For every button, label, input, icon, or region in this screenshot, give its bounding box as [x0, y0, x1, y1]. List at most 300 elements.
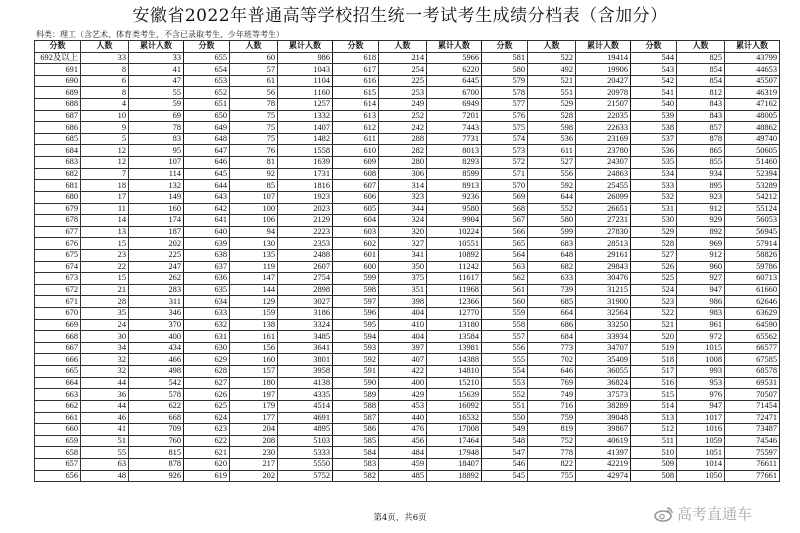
- count-cell: 843: [677, 110, 725, 122]
- count-cell: 397: [379, 342, 427, 354]
- table-row: [35, 122, 780, 134]
- column-header: 人数: [677, 41, 725, 53]
- score-cell: 555: [482, 354, 528, 366]
- table-row: [35, 447, 780, 459]
- count-cell: 1059: [677, 435, 725, 447]
- count-cell: 375: [379, 273, 427, 285]
- count-cell: 129: [230, 296, 278, 308]
- score-cell: 685: [35, 133, 81, 145]
- cumulative-cell: 31900: [576, 296, 631, 308]
- cumulative-cell: 9904: [427, 215, 482, 227]
- cumulative-cell: 12366: [427, 296, 482, 308]
- count-cell: 8: [81, 87, 129, 99]
- count-cell: 702: [528, 354, 576, 366]
- score-cell: 650: [184, 110, 230, 122]
- score-cell: 524: [631, 284, 677, 296]
- score-cell: 535: [631, 157, 677, 169]
- score-cell: 622: [184, 435, 230, 447]
- score-cell: 546: [482, 458, 528, 470]
- count-cell: 10: [81, 110, 129, 122]
- count-cell: 81: [230, 157, 278, 169]
- score-cell: 657: [35, 458, 81, 470]
- score-cell: 556: [482, 342, 528, 354]
- score-cell: 529: [631, 226, 677, 238]
- count-cell: 556: [528, 168, 576, 180]
- cumulative-cell: 1043: [278, 64, 333, 76]
- cumulative-cell: 7731: [427, 133, 482, 145]
- score-cell: 636: [184, 273, 230, 285]
- score-cell: 539: [631, 110, 677, 122]
- table-row: [35, 331, 780, 343]
- cumulative-cell: 3485: [278, 331, 333, 343]
- count-cell: 12: [81, 145, 129, 157]
- count-cell: 18: [81, 180, 129, 192]
- cumulative-cell: 9580: [427, 203, 482, 215]
- score-cell: 578: [482, 87, 528, 99]
- score-cell: 564: [482, 249, 528, 261]
- cumulative-cell: 5550: [278, 458, 333, 470]
- score-cell: 615: [333, 87, 379, 99]
- score-cell: 614: [333, 99, 379, 111]
- cumulative-cell: 2023: [278, 203, 333, 215]
- score-cell: 547: [482, 447, 528, 459]
- score-cell: 528: [631, 238, 677, 250]
- count-cell: 8: [81, 64, 129, 76]
- cumulative-cell: 63629: [725, 308, 780, 320]
- count-cell: 41: [81, 424, 129, 436]
- count-cell: 249: [379, 99, 427, 111]
- score-cell: 678: [35, 215, 81, 227]
- cumulative-cell: 20978: [576, 87, 631, 99]
- cumulative-cell: 311: [129, 296, 184, 308]
- cumulative-cell: 4691: [278, 412, 333, 424]
- count-cell: 78: [230, 99, 278, 111]
- cumulative-cell: 1639: [278, 157, 333, 169]
- score-cell: 531: [631, 203, 677, 215]
- column-header: 累计人数: [427, 41, 482, 53]
- score-cell: 683: [35, 157, 81, 169]
- cumulative-cell: 400: [129, 331, 184, 343]
- score-cell: 523: [631, 296, 677, 308]
- count-cell: 983: [677, 308, 725, 320]
- count-cell: 528: [528, 110, 576, 122]
- score-cell: 668: [35, 331, 81, 343]
- count-cell: 179: [230, 400, 278, 412]
- score-cell: 537: [631, 133, 677, 145]
- count-cell: 759: [528, 412, 576, 424]
- score-cell: 625: [184, 400, 230, 412]
- cumulative-cell: 6700: [427, 87, 482, 99]
- score-cell: 659: [35, 435, 81, 447]
- score-cell: 532: [631, 191, 677, 203]
- column-header: 分数: [631, 41, 677, 53]
- score-cell: 542: [631, 75, 677, 87]
- score-cell: 667: [35, 342, 81, 354]
- score-cell: 580: [482, 64, 528, 76]
- count-cell: 739: [528, 284, 576, 296]
- cumulative-cell: 17008: [427, 424, 482, 436]
- cumulative-cell: 26651: [576, 203, 631, 215]
- score-cell: 627: [184, 377, 230, 389]
- score-cell: 548: [482, 435, 528, 447]
- cumulative-cell: 37573: [576, 389, 631, 401]
- score-cell: 686: [35, 122, 81, 134]
- count-cell: 934: [677, 168, 725, 180]
- cumulative-cell: 24307: [576, 157, 631, 169]
- column-header: 人数: [81, 41, 129, 53]
- table-row: [35, 64, 780, 76]
- score-distribution-table: [34, 40, 780, 482]
- count-cell: 344: [379, 203, 427, 215]
- score-cell: 516: [631, 377, 677, 389]
- score-cell: 587: [333, 412, 379, 424]
- cumulative-cell: 17464: [427, 435, 482, 447]
- count-cell: 522: [528, 52, 576, 64]
- cumulative-cell: 1160: [278, 87, 333, 99]
- table-row: [35, 110, 780, 122]
- count-cell: 17: [81, 191, 129, 203]
- column-header: 分数: [184, 41, 230, 53]
- cumulative-cell: 2488: [278, 249, 333, 261]
- score-cell: 684: [35, 145, 81, 157]
- count-cell: 147: [230, 273, 278, 285]
- cumulative-cell: 4138: [278, 377, 333, 389]
- score-cell: 543: [631, 64, 677, 76]
- score-cell: 608: [333, 168, 379, 180]
- count-cell: 644: [528, 191, 576, 203]
- cumulative-cell: 42219: [576, 458, 631, 470]
- cumulative-cell: 2898: [278, 284, 333, 296]
- score-cell: 538: [631, 122, 677, 134]
- cumulative-cell: 12770: [427, 308, 482, 320]
- count-cell: 580: [528, 215, 576, 227]
- score-cell: 653: [184, 75, 230, 87]
- count-cell: 4: [81, 99, 129, 111]
- score-cell: 651: [184, 99, 230, 111]
- table-row: [35, 133, 780, 145]
- count-cell: 453: [379, 400, 427, 412]
- cumulative-cell: 23169: [576, 133, 631, 145]
- score-cell: 575: [482, 122, 528, 134]
- cumulative-cell: 33250: [576, 319, 631, 331]
- cumulative-cell: 66577: [725, 342, 780, 354]
- count-cell: 320: [379, 226, 427, 238]
- count-cell: 51: [81, 435, 129, 447]
- score-cell: 582: [333, 470, 379, 482]
- score-cell: 637: [184, 261, 230, 273]
- cumulative-cell: 62646: [725, 296, 780, 308]
- count-cell: 664: [528, 308, 576, 320]
- count-cell: 969: [677, 238, 725, 250]
- cumulative-cell: 55: [129, 87, 184, 99]
- score-cell: 665: [35, 366, 81, 378]
- score-cell: 549: [482, 424, 528, 436]
- count-cell: 106: [230, 215, 278, 227]
- count-cell: 46: [81, 412, 129, 424]
- count-cell: 75: [230, 110, 278, 122]
- table-header-row: [35, 41, 780, 53]
- score-cell: 629: [184, 354, 230, 366]
- count-cell: 892: [677, 226, 725, 238]
- count-cell: 682: [528, 261, 576, 273]
- cumulative-cell: 2353: [278, 238, 333, 250]
- cumulative-cell: 9236: [427, 191, 482, 203]
- count-cell: 341: [379, 249, 427, 261]
- count-cell: 202: [230, 470, 278, 482]
- cumulative-cell: 8013: [427, 145, 482, 157]
- count-cell: 32: [81, 354, 129, 366]
- cumulative-cell: 19414: [576, 52, 631, 64]
- cumulative-cell: 35409: [576, 354, 631, 366]
- cumulative-cell: 709: [129, 424, 184, 436]
- count-cell: 56: [230, 87, 278, 99]
- score-cell: 623: [184, 424, 230, 436]
- score-cell: 545: [482, 470, 528, 482]
- count-cell: 752: [528, 435, 576, 447]
- document-title: 安徽省2022年普通高等学校招生统一考试考生成绩分档表（含加分）: [132, 6, 668, 26]
- score-cell: 691: [35, 64, 81, 76]
- cumulative-cell: 36824: [576, 377, 631, 389]
- count-cell: 854: [677, 64, 725, 76]
- cumulative-cell: 14810: [427, 366, 482, 378]
- count-cell: 9: [81, 122, 129, 134]
- count-cell: 217: [230, 458, 278, 470]
- count-cell: 686: [528, 319, 576, 331]
- cumulative-cell: 1407: [278, 122, 333, 134]
- cumulative-cell: 42974: [576, 470, 631, 482]
- score-cell: 550: [482, 412, 528, 424]
- cumulative-cell: 114: [129, 168, 184, 180]
- score-cell: 599: [333, 273, 379, 285]
- count-cell: 685: [528, 296, 576, 308]
- count-cell: 755: [528, 470, 576, 482]
- score-cell: 604: [333, 215, 379, 227]
- count-cell: 242: [379, 122, 427, 134]
- count-cell: 857: [677, 122, 725, 134]
- count-cell: 400: [379, 377, 427, 389]
- score-cell: 554: [482, 366, 528, 378]
- score-cell: 510: [631, 447, 677, 459]
- score-cell: 669: [35, 319, 81, 331]
- cumulative-cell: 48862: [725, 122, 780, 134]
- count-cell: 855: [677, 157, 725, 169]
- score-cell: 522: [631, 308, 677, 320]
- score-cell: 526: [631, 261, 677, 273]
- score-cell: 590: [333, 377, 379, 389]
- cumulative-cell: 346: [129, 308, 184, 320]
- cumulative-cell: 56945: [725, 226, 780, 238]
- cumulative-cell: 69531: [725, 377, 780, 389]
- cumulative-cell: 25455: [576, 180, 631, 192]
- cumulative-cell: 44653: [725, 64, 780, 76]
- count-cell: 30: [81, 331, 129, 343]
- score-cell: 672: [35, 284, 81, 296]
- column-header: 人数: [379, 41, 427, 53]
- cumulative-cell: 18892: [427, 470, 482, 482]
- count-cell: 1014: [677, 458, 725, 470]
- cumulative-cell: 51460: [725, 157, 780, 169]
- count-cell: 157: [230, 366, 278, 378]
- score-cell: 673: [35, 273, 81, 285]
- count-cell: 986: [677, 296, 725, 308]
- score-cell: 626: [184, 389, 230, 401]
- cumulative-cell: 2223: [278, 226, 333, 238]
- cumulative-cell: 3186: [278, 308, 333, 320]
- score-cell: 624: [184, 412, 230, 424]
- count-cell: 61: [230, 75, 278, 87]
- count-cell: 716: [528, 400, 576, 412]
- count-cell: 492: [528, 64, 576, 76]
- cumulative-cell: 16532: [427, 412, 482, 424]
- count-cell: 7: [81, 168, 129, 180]
- table-row: [35, 145, 780, 157]
- score-cell: 646: [184, 157, 230, 169]
- table-row: [35, 52, 780, 64]
- count-cell: 1016: [677, 424, 725, 436]
- count-cell: 23: [81, 249, 129, 261]
- count-cell: 773: [528, 342, 576, 354]
- score-cell: 594: [333, 331, 379, 343]
- score-cell: 596: [333, 308, 379, 320]
- count-cell: 11: [81, 203, 129, 215]
- count-cell: 422: [379, 366, 427, 378]
- count-cell: 14: [81, 215, 129, 227]
- score-cell: 513: [631, 412, 677, 424]
- score-cell: 643: [184, 191, 230, 203]
- column-header: 分数: [482, 41, 528, 53]
- score-cell: 557: [482, 331, 528, 343]
- count-cell: 459: [379, 458, 427, 470]
- cumulative-cell: 22035: [576, 110, 631, 122]
- cumulative-cell: 58826: [725, 249, 780, 261]
- table-row: [35, 412, 780, 424]
- count-cell: 75: [230, 133, 278, 145]
- score-cell: 661: [35, 412, 81, 424]
- cumulative-cell: 10892: [427, 249, 482, 261]
- count-cell: 822: [528, 458, 576, 470]
- count-cell: 208: [230, 435, 278, 447]
- cumulative-cell: 47: [129, 75, 184, 87]
- score-cell: 664: [35, 377, 81, 389]
- score-cell: 660: [35, 424, 81, 436]
- cumulative-cell: 73487: [725, 424, 780, 436]
- cumulative-cell: 59786: [725, 261, 780, 273]
- cumulative-cell: 30476: [576, 273, 631, 285]
- cumulative-cell: 5966: [427, 52, 482, 64]
- count-cell: 230: [230, 447, 278, 459]
- cumulative-cell: 1257: [278, 99, 333, 111]
- score-cell: 617: [333, 64, 379, 76]
- cumulative-cell: 15639: [427, 389, 482, 401]
- cumulative-cell: 74546: [725, 435, 780, 447]
- score-cell: 628: [184, 366, 230, 378]
- score-cell: 630: [184, 342, 230, 354]
- score-cell: 591: [333, 366, 379, 378]
- count-cell: 33: [81, 52, 129, 64]
- score-cell: 571: [482, 168, 528, 180]
- category-label: 科类：理工（含艺术、体育类考生，不含已录取考生、少年班等考生）: [36, 30, 284, 39]
- count-cell: 156: [230, 342, 278, 354]
- table-row: [35, 296, 780, 308]
- score-cell: 603: [333, 226, 379, 238]
- score-cell: 598: [333, 284, 379, 296]
- score-cell: 616: [333, 75, 379, 87]
- table-row: [35, 75, 780, 87]
- score-cell: 655: [184, 52, 230, 64]
- score-cell: 674: [35, 261, 81, 273]
- count-cell: 327: [379, 238, 427, 250]
- score-cell: 676: [35, 238, 81, 250]
- count-cell: 324: [379, 215, 427, 227]
- count-cell: 107: [230, 191, 278, 203]
- count-cell: 1050: [677, 470, 725, 482]
- score-cell: 621: [184, 447, 230, 459]
- count-cell: 407: [379, 354, 427, 366]
- page-footer: 第4页，共6页: [373, 513, 427, 523]
- score-cell: 536: [631, 145, 677, 157]
- score-cell: 605: [333, 203, 379, 215]
- count-cell: 35: [81, 308, 129, 320]
- table-row: [35, 377, 780, 389]
- cumulative-cell: 578: [129, 389, 184, 401]
- score-cell: 560: [482, 296, 528, 308]
- count-cell: 280: [379, 157, 427, 169]
- score-cell: 641: [184, 215, 230, 227]
- score-cell: 553: [482, 377, 528, 389]
- cumulative-cell: 57914: [725, 238, 780, 250]
- count-cell: 410: [379, 319, 427, 331]
- count-cell: 6: [81, 75, 129, 87]
- cumulative-cell: 27231: [576, 215, 631, 227]
- cumulative-cell: 68578: [725, 366, 780, 378]
- cumulative-cell: 1558: [278, 145, 333, 157]
- cumulative-cell: 11617: [427, 273, 482, 285]
- count-cell: 854: [677, 75, 725, 87]
- table-row: [35, 226, 780, 238]
- count-cell: 100: [230, 203, 278, 215]
- count-cell: 135: [230, 249, 278, 261]
- cumulative-cell: 60713: [725, 273, 780, 285]
- cumulative-cell: 46319: [725, 87, 780, 99]
- table-row: [35, 249, 780, 261]
- score-cell: 597: [333, 296, 379, 308]
- score-cell: 640: [184, 226, 230, 238]
- score-cell: 544: [631, 52, 677, 64]
- cumulative-cell: 4335: [278, 389, 333, 401]
- cumulative-cell: 926: [129, 470, 184, 482]
- count-cell: 282: [379, 145, 427, 157]
- score-cell: 690: [35, 75, 81, 87]
- score-cell: 533: [631, 180, 677, 192]
- cumulative-cell: 4514: [278, 400, 333, 412]
- cumulative-cell: 77661: [725, 470, 780, 482]
- score-cell: 675: [35, 249, 81, 261]
- count-cell: 94: [230, 226, 278, 238]
- score-cell: 600: [333, 261, 379, 273]
- count-cell: 769: [528, 377, 576, 389]
- score-cell: 512: [631, 424, 677, 436]
- count-cell: 633: [528, 273, 576, 285]
- table-row: [35, 261, 780, 273]
- count-cell: 350: [379, 261, 427, 273]
- count-cell: 895: [677, 180, 725, 192]
- score-cell: 648: [184, 133, 230, 145]
- table-row: [35, 284, 780, 296]
- cumulative-cell: 262: [129, 273, 184, 285]
- score-cell: 635: [184, 284, 230, 296]
- count-cell: 204: [230, 424, 278, 436]
- count-cell: 961: [677, 319, 725, 331]
